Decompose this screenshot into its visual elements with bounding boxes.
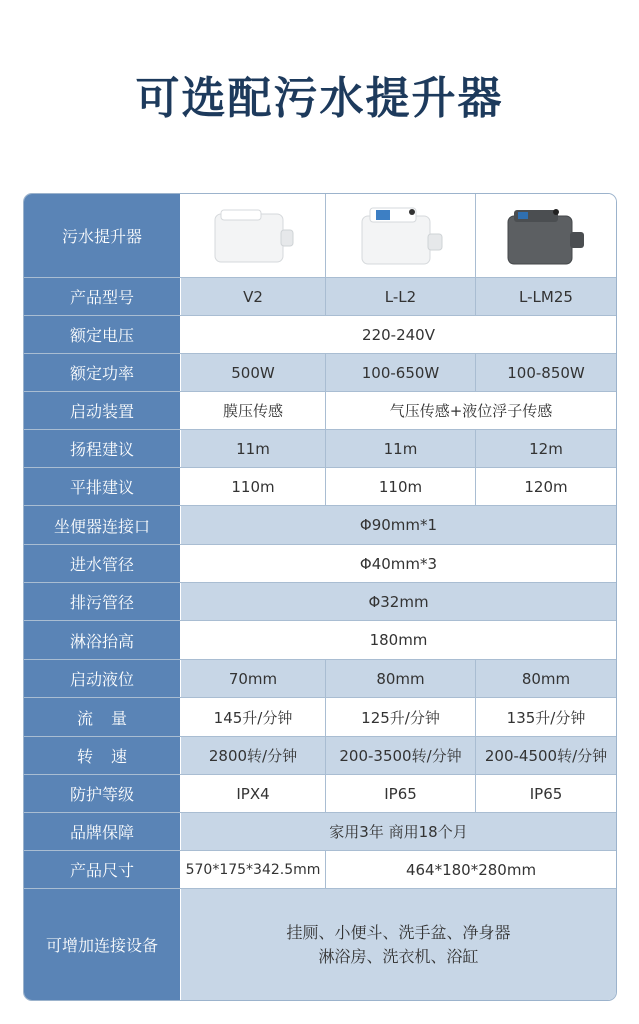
cell-size-1: 570*175*342.5mm [181, 851, 325, 888]
cell-ip-2: IP65 [325, 775, 475, 812]
row-label-head: 扬程建议 [24, 430, 181, 467]
table-row-inlet [24, 545, 616, 583]
spec-table [23, 193, 617, 1001]
cell-toilet: Φ90mm*1 [181, 506, 616, 544]
cell-starter-23: 气压传感+液位浮子传感 [325, 392, 616, 429]
row-label-model: 产品型号 [24, 278, 181, 315]
cell-flow-2: 125升/分钟 [325, 698, 475, 736]
cell-speed-2: 200-3500转/分钟 [325, 737, 475, 774]
cell-outlet: Φ32mm [181, 583, 616, 620]
cell-level-2: 80mm [325, 660, 475, 697]
table-row-toilet [24, 506, 616, 545]
cell-model-3: L-LM25 [475, 278, 616, 315]
row-label-toilet: 坐便器连接口 [24, 506, 181, 544]
product-image-v2 [181, 194, 325, 277]
cell-model-2: L-L2 [325, 278, 475, 315]
row-label-voltage: 额定电压 [24, 316, 181, 353]
product-image-l-lm25 [475, 194, 616, 277]
devices-line-1: 挂厕、小便斗、洗手盆、净身器 [286, 922, 511, 942]
row-label-speed: 转速 [24, 737, 181, 774]
table-row-model [24, 278, 616, 316]
row-label-size: 产品尺寸 [24, 851, 181, 888]
table-row-starter [24, 392, 616, 430]
cell-power-3: 100-850W [475, 354, 616, 391]
cell-power-1: 500W [181, 354, 325, 391]
row-label-outlet: 排污管径 [24, 583, 181, 620]
table-row-products [24, 194, 616, 278]
row-label-shower: 淋浴抬高 [24, 621, 181, 659]
row-label-level: 启动液位 [24, 660, 181, 697]
row-label-header: 污水提升器 [24, 194, 181, 277]
cell-shower: 180mm [181, 621, 616, 659]
cell-horizontal-2: 110m [325, 468, 475, 505]
cell-head-3: 12m [475, 430, 616, 467]
product-image-l-l2 [325, 194, 475, 277]
row-label-warranty: 品牌保障 [24, 813, 181, 850]
row-label-ip: 防护等级 [24, 775, 181, 812]
row-label-inlet: 进水管径 [24, 545, 181, 582]
cell-size-23: 464*180*280mm [325, 851, 616, 888]
cell-horizontal-1: 110m [181, 468, 325, 505]
cell-level-1: 70mm [181, 660, 325, 697]
table-row-head [24, 430, 616, 468]
cell-inlet: Φ40mm*3 [181, 545, 616, 582]
row-label-power: 额定功率 [24, 354, 181, 391]
cell-ip-1: IPX4 [181, 775, 325, 812]
page-title: 可选配污水提升器 [135, 73, 504, 124]
row-label-flow: 流量 [24, 698, 181, 736]
cell-power-2: 100-650W [325, 354, 475, 391]
row-label-horizontal: 平排建议 [24, 468, 181, 505]
table-row-horizontal [24, 468, 616, 506]
cell-starter-1: 膜压传感 [181, 392, 325, 429]
cell-level-3: 80mm [475, 660, 616, 697]
table-row-speed [24, 737, 616, 775]
cell-voltage: 220-240V [181, 316, 616, 353]
table-row-flow [24, 698, 616, 737]
table-row-voltage [24, 316, 616, 354]
cell-flow-3: 135升/分钟 [475, 698, 616, 736]
table-row-size [24, 851, 616, 889]
cell-horizontal-3: 120m [475, 468, 616, 505]
cell-warranty: 家用3年 商用18个月 [181, 813, 616, 850]
cell-speed-3: 200-4500转/分钟 [475, 737, 616, 774]
table-row-devices [24, 889, 616, 1000]
table-row-warranty [24, 813, 616, 851]
cell-model-1: V2 [181, 278, 325, 315]
cell-flow-1: 145升/分钟 [181, 698, 325, 736]
table-row-outlet [24, 583, 616, 621]
table-row-level [24, 660, 616, 698]
cell-devices [181, 889, 616, 1000]
devices-line-2: 淋浴房、洗衣机、浴缸 [318, 946, 479, 966]
cell-speed-1: 2800转/分钟 [181, 737, 325, 774]
table-row-power [24, 354, 616, 392]
cell-ip-3: IP65 [475, 775, 616, 812]
cell-head-1: 11m [181, 430, 325, 467]
table-row-ip [24, 775, 616, 813]
row-label-starter: 启动装置 [24, 392, 181, 429]
table-row-shower [24, 621, 616, 660]
row-label-devices: 可增加连接设备 [24, 889, 181, 1000]
cell-head-2: 11m [325, 430, 475, 467]
